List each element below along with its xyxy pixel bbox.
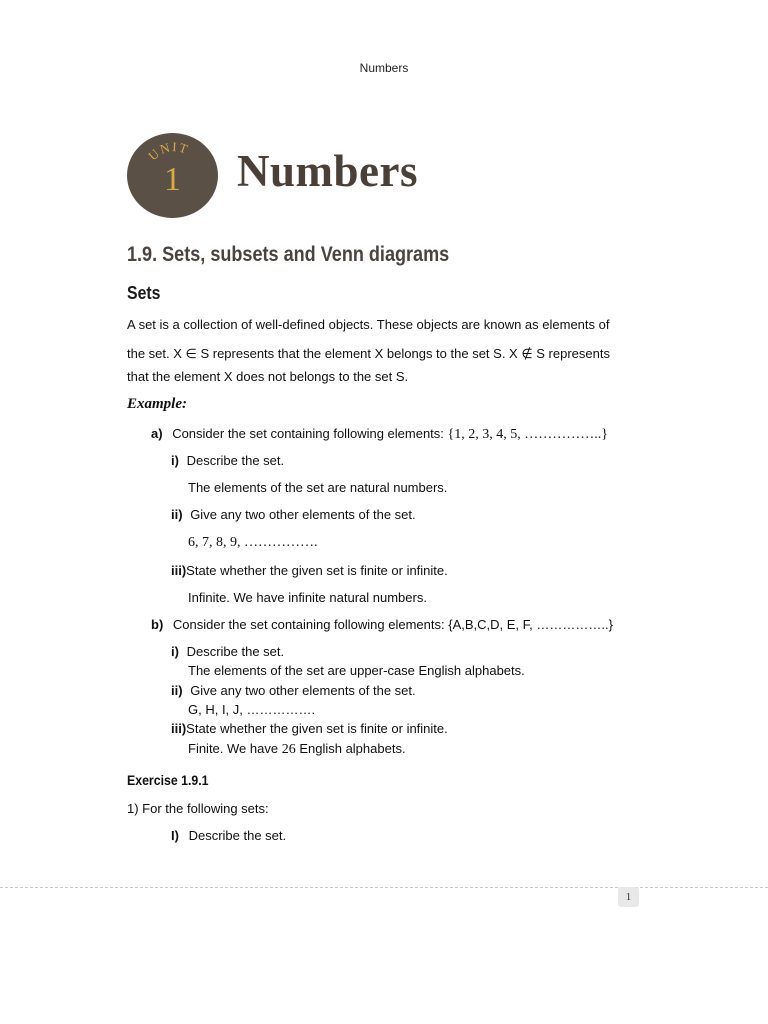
sets-heading: Sets bbox=[127, 283, 161, 303]
intro-line-1: A set is a collection of well-defined objects. These objects are known as elements of bbox=[127, 317, 610, 332]
item-question: Give any two other elements of the set. bbox=[190, 683, 416, 698]
item-label: i) bbox=[171, 453, 179, 468]
intro-line-3: that the element X does not belongs to the set S. bbox=[127, 369, 409, 384]
exercise-title: Exercise 1.9.1 bbox=[127, 772, 209, 788]
item-label: iii) bbox=[171, 721, 187, 736]
page-divider bbox=[0, 887, 768, 888]
example-b-item-ii bbox=[171, 683, 416, 698]
example-b-answer-iii: Finite. We have 26 English alphabets. bbox=[188, 741, 406, 757]
item-label: iii) bbox=[171, 563, 187, 578]
example-b-item-i bbox=[171, 644, 284, 659]
item-question: Describe the set. bbox=[186, 453, 285, 468]
example-a-text: Consider the set containing following elements: bbox=[172, 426, 448, 441]
example-a-set: {1, 2, 3, 4, 5, ……………..} bbox=[447, 427, 608, 442]
page-number: 1 bbox=[618, 887, 639, 907]
unit-badge-word: UNIT bbox=[145, 139, 192, 164]
item-label: ii) bbox=[171, 507, 183, 522]
example-b-label: b) bbox=[151, 617, 164, 632]
example-b-text: Consider the set containing following elements: {A,B,C,D, E, F, ……………..} bbox=[172, 617, 613, 632]
unit-badge bbox=[127, 133, 218, 218]
unit-title: Numbers bbox=[237, 146, 418, 196]
unit-badge-number: 1 bbox=[164, 161, 181, 198]
section-title: 1.9. Sets, subsets and Venn diagrams bbox=[127, 243, 450, 266]
example-b bbox=[151, 617, 613, 632]
item-question: Give any two other elements of the set. bbox=[190, 507, 416, 522]
item-question: Describe the set. bbox=[186, 644, 285, 659]
example-b-answer-ii: G, H, I, J, ……………. bbox=[188, 702, 316, 717]
item-text: Describe the set. bbox=[188, 828, 287, 843]
example-b-answer-i: The elements of the set are upper-case English alphabets. bbox=[188, 663, 525, 678]
example-a-answer-ii: 6, 7, 8, 9, ……………. bbox=[188, 535, 318, 550]
example-a bbox=[151, 426, 608, 443]
example-a-label: a) bbox=[151, 426, 163, 441]
example-a-answer-i: The elements of the set are natural numbers. bbox=[188, 480, 448, 495]
item-label: ii) bbox=[171, 683, 183, 698]
item-question: State whether the given set is finite or infinite. bbox=[186, 721, 448, 736]
exercise-question-1: 1) For the following sets: bbox=[127, 801, 269, 816]
example-b-item-iii bbox=[171, 721, 448, 736]
exercise-item-1 bbox=[171, 828, 286, 843]
example-heading: Example: bbox=[127, 396, 187, 412]
item-question: State whether the given set is finite or infinite. bbox=[186, 563, 448, 578]
svg-text:UNIT bbox=[145, 139, 191, 163]
example-a-item-i bbox=[171, 453, 284, 468]
example-a-item-ii bbox=[171, 507, 416, 522]
intro-line-2: the set. X ∈ S represents that the element X belongs to the set S. X ∉ S represents bbox=[127, 346, 610, 361]
item-label: i) bbox=[171, 644, 179, 659]
example-a-item-iii bbox=[171, 563, 448, 578]
item-label: I) bbox=[171, 828, 179, 843]
example-a-answer-iii: Infinite. We have infinite natural numbers. bbox=[188, 590, 427, 605]
running-header: Numbers bbox=[359, 61, 409, 75]
